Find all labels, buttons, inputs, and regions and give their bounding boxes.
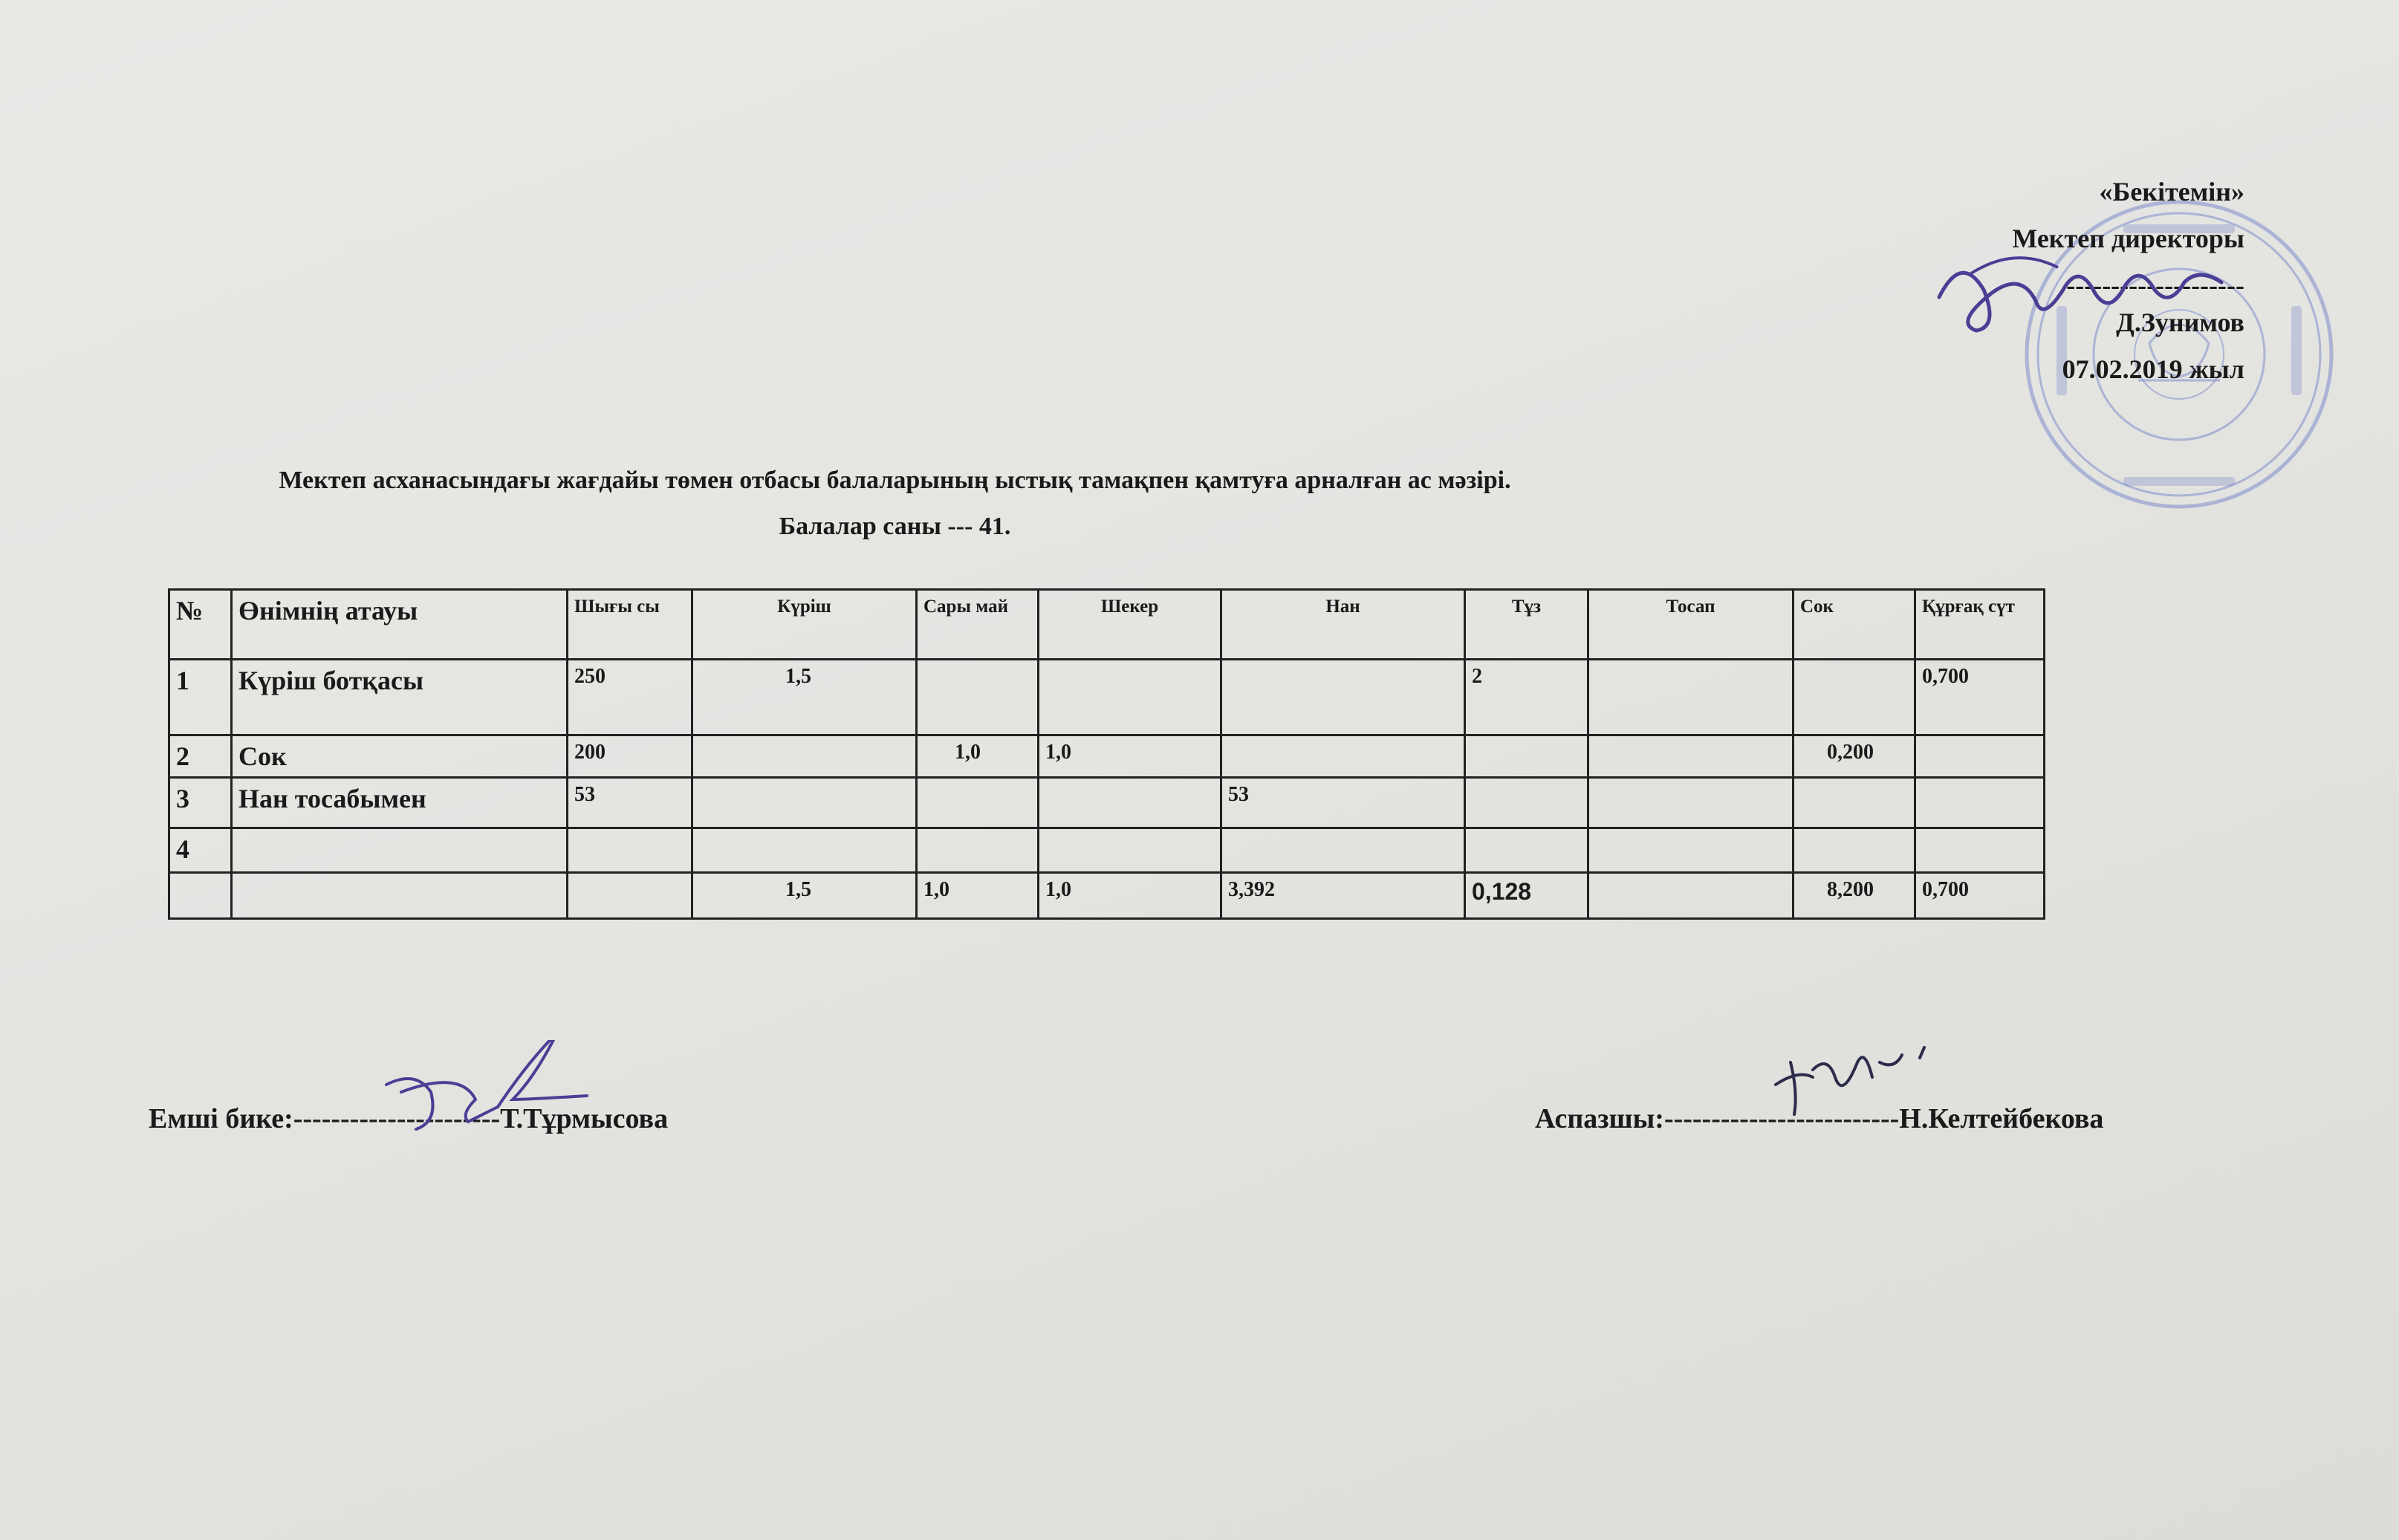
cell-rice — [692, 828, 917, 873]
row-product-name — [232, 828, 568, 873]
cell-salt: 2 — [1465, 660, 1588, 735]
cell-bread — [1221, 828, 1465, 873]
total-jam — [1588, 873, 1793, 919]
table-row — [169, 735, 2045, 778]
cell-sugar: 1,0 — [1039, 735, 1221, 778]
cell-butter — [917, 660, 1039, 735]
total-butter: 1,0 — [917, 873, 1039, 919]
total-bread: 3,392 — [1221, 873, 1465, 919]
cell-salt — [1465, 778, 1588, 828]
title-line-1: Мектеп асханасындағы жағдайы төмен отбасы балаларының ыстық тамақпен қамтуға арналған ас мәзірі. — [279, 467, 1511, 494]
cell-rice: 1,5 — [692, 660, 917, 735]
cell-jam — [1588, 735, 1793, 778]
cell-dry-milk — [1915, 828, 2045, 873]
total-juice: 8,200 — [1793, 873, 1915, 919]
cell-salt — [1465, 828, 1588, 873]
cell-yield — [568, 828, 692, 873]
director-signature — [1924, 245, 2259, 337]
cell-bread — [1221, 660, 1465, 735]
header-sugar: Шекер — [1039, 590, 1221, 660]
cook-name: Н.Келтейбекова — [1899, 1103, 2104, 1134]
row-product-name: Нан тосабымен — [232, 778, 568, 828]
header-jam: Тосап — [1588, 590, 1793, 660]
cook-signature — [1768, 1040, 1947, 1122]
nurse-signature — [371, 1040, 594, 1144]
approval-signature-line: -------------------- — [2066, 270, 2244, 300]
cell-rice — [692, 778, 917, 828]
header-salt: Тұз — [1465, 590, 1588, 660]
title-line-2: Балалар саны --- 41. — [779, 513, 1011, 540]
cell-butter — [917, 778, 1039, 828]
cell-jam — [1588, 660, 1793, 735]
header-bread: Нан — [1221, 590, 1465, 660]
cell-jam — [1588, 778, 1793, 828]
table-row — [169, 828, 2045, 873]
row-product-name: Сок — [232, 735, 568, 778]
approval-position: Мектеп директоры — [2012, 224, 2244, 253]
document-title — [0, 458, 2399, 550]
cell-butter — [917, 828, 1039, 873]
cell-jam — [1588, 828, 1793, 873]
header-rice: Күріш — [692, 590, 917, 660]
cell-juice — [1793, 828, 1915, 873]
header-butter: Сары май — [917, 590, 1039, 660]
totals-row — [169, 873, 2045, 919]
cell-rice — [692, 735, 917, 778]
cell-bread: 53 — [1221, 778, 1465, 828]
nurse-name: Т.Тұрмысова — [500, 1103, 669, 1134]
table-row — [169, 660, 2045, 735]
header-product-name: Өнімнің атауы — [232, 590, 568, 660]
header-juice: Сок — [1793, 590, 1915, 660]
cell-dry-milk — [1915, 778, 2045, 828]
cook-signature-line: ------------------------- — [1663, 1103, 1900, 1134]
row-number: 1 — [169, 660, 232, 735]
total-sugar: 1,0 — [1039, 873, 1221, 919]
row-product-name: Күріш ботқасы — [232, 660, 568, 735]
total-name — [232, 873, 568, 919]
header-dry-milk: Құрғақ сүт — [1915, 590, 2045, 660]
nurse-signature-line: ---------------------- — [293, 1103, 501, 1134]
cell-salt — [1465, 735, 1588, 778]
total-yield — [568, 873, 692, 919]
cell-sugar — [1039, 778, 1221, 828]
total-number — [169, 873, 232, 919]
header-yield: Шығы сы — [568, 590, 692, 660]
row-number: 2 — [169, 735, 232, 778]
table-header-row — [169, 590, 2045, 660]
table-row — [169, 778, 2045, 828]
cell-bread — [1221, 735, 1465, 778]
cell-yield: 250 — [568, 660, 692, 735]
menu-table — [168, 588, 2045, 920]
approval-heading: «Бекітемін» — [2099, 177, 2244, 207]
header-number: № — [169, 590, 232, 660]
cell-juice: 0,200 — [1793, 735, 1915, 778]
nurse-role: Емші бике: — [149, 1103, 293, 1134]
total-dry-milk: 0,700 — [1915, 873, 2045, 919]
cell-juice — [1793, 778, 1915, 828]
total-salt: 0,128 — [1465, 873, 1588, 919]
approval-date: 07.02.2019 жыл — [2062, 354, 2244, 384]
cell-dry-milk: 0,700 — [1915, 660, 2045, 735]
total-rice: 1,5 — [692, 873, 917, 919]
cell-dry-milk — [1915, 735, 2045, 778]
row-number: 3 — [169, 778, 232, 828]
cell-yield: 53 — [568, 778, 692, 828]
cell-juice — [1793, 660, 1915, 735]
cell-sugar — [1039, 828, 1221, 873]
cell-yield: 200 — [568, 735, 692, 778]
cook-role: Аспазшы: — [1535, 1103, 1664, 1134]
cell-butter: 1,0 — [917, 735, 1039, 778]
cell-sugar — [1039, 660, 1221, 735]
row-number: 4 — [169, 828, 232, 873]
approval-name: Д.Зунимов — [2116, 308, 2244, 337]
